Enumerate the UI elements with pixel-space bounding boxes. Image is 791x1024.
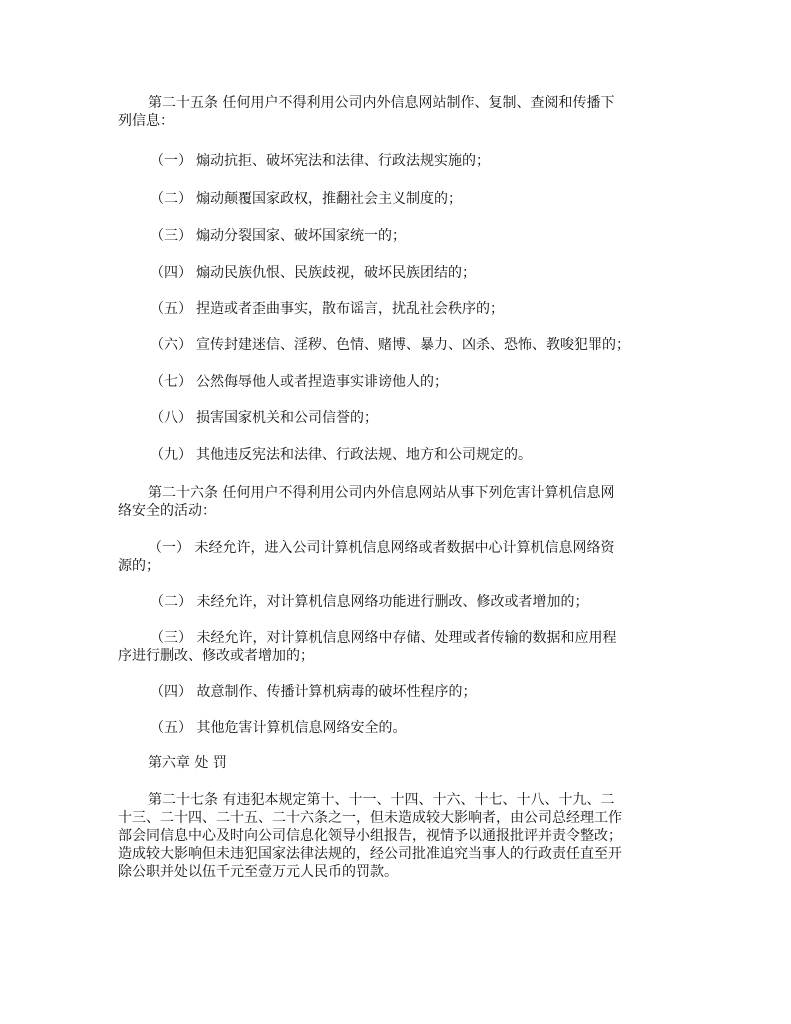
art26-item-1-line2: 源的；: [118, 558, 160, 574]
art26-item-4: （四） 故意制作、传播计算机病毒的破坏性程序的；: [150, 684, 477, 700]
art26-item-1-line1: （一） 未经允许，进入公司计算机信息网络或者数据中心计算机信息网络资: [148, 540, 615, 556]
art26-item-3-line2: 序进行删改、修改或者增加的；: [118, 648, 314, 664]
art25-item-2: [150, 188, 462, 210]
item-text: 煽动颠覆国家政权，推翻社会主义制度的；: [196, 191, 462, 207]
art25-item-8: [150, 407, 378, 429]
art26-intro-line2: 络安全的活动：: [118, 503, 216, 519]
item-text: 煽动分裂国家、破坏国家统一的；: [196, 228, 406, 244]
item-number: （二）: [150, 191, 192, 207]
art25-intro-line2: 列信息：: [118, 113, 174, 129]
art25-item-6: [150, 334, 630, 356]
art26-intro-line1: 第二十六条 任何用户不得利用公司内外信息网站从事下列危害计算机信息网: [148, 485, 615, 501]
art26-item-2: （二） 未经允许，对计算机信息网络功能进行删改、修改或者增加的；: [150, 594, 589, 610]
art25-item-3: [150, 225, 406, 247]
item-text: 公然侮辱他人或者捏造事实诽谤他人的；: [196, 374, 448, 390]
art25-item-1: [150, 150, 490, 172]
art25-item-9: [150, 444, 532, 466]
item-text: 煽动抗拒、破坏宪法和法律、行政法规实施的；: [196, 153, 490, 169]
item-number: （九）: [150, 447, 192, 463]
art27-line5: 除公职并处以伍千元至壹万元人民币的罚款。: [118, 864, 398, 880]
item-text: 其他违反宪法和法律、行政法规、地方和公司规定的。: [196, 447, 532, 463]
item-text: 损害国家机关和公司信誉的；: [196, 410, 378, 426]
art25-intro-line1: 第二十五条 任何用户不得利用公司内外信息网站制作、复制、查阅和传播下: [148, 95, 615, 111]
art26-item-3-line1: （三） 未经允许，对计算机信息网络中存储、处理或者传输的数据和应用程: [150, 630, 617, 646]
item-text: 煽动民族仇恨、民族歧视，破坏民族团结的；: [196, 265, 476, 281]
item-number: （五）: [150, 301, 192, 317]
item-number: （四）: [150, 265, 192, 281]
art25-item-5: [150, 298, 504, 320]
item-number: （三）: [150, 228, 192, 244]
art25-item-7: [150, 371, 448, 393]
item-text: 宣传封建迷信、淫秽、色情、赌博、暴力、凶杀、恐怖、教唆犯罪的；: [196, 337, 630, 353]
art25-item-4: [150, 262, 476, 284]
item-number: （八）: [150, 410, 192, 426]
item-text: 捏造或者歪曲事实，散布谣言，扰乱社会秩序的；: [196, 301, 504, 317]
art27-line3: 部会同信息中心及时向公司信息化领导小组报告，视情予以通报批评并责令整改；: [118, 828, 622, 844]
item-number: （六）: [150, 337, 192, 353]
item-number: （一）: [150, 153, 192, 169]
chapter-heading: 第六章 处 罚: [148, 755, 227, 771]
item-number: （七）: [150, 374, 192, 390]
art27-line4: 造成较大影响但未违犯国家法律法规的，经公司批准追究当事人的行政责任直至开: [118, 846, 622, 862]
art27-line2: 十三、二十四、二十五、二十六条之一，但未造成较大影响者，由公司总经理工作: [118, 810, 622, 826]
art27-line1: 第二十七条 有违犯本规定第十、十一、十四、十六、十七、十八、十九、二: [148, 792, 615, 808]
art26-item-5: （五） 其他危害计算机信息网络安全的。: [150, 720, 407, 736]
